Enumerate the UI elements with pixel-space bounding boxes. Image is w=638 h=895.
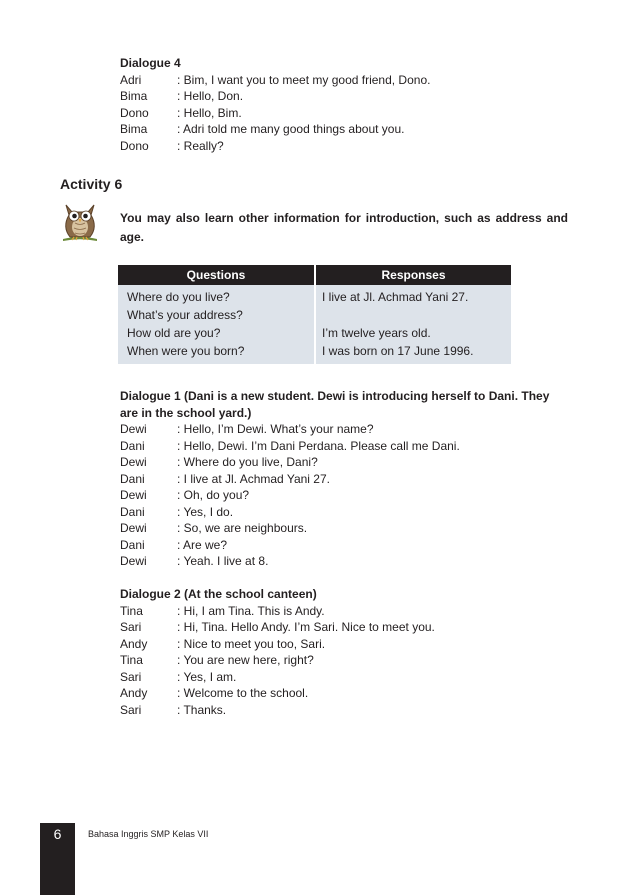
question-item: What’s your address?	[127, 308, 243, 322]
response-item: I live at Jl. Achmad Yani 27.	[322, 290, 469, 304]
speaker: Andy	[120, 686, 148, 700]
response-item: I’m twelve years old.	[322, 326, 431, 340]
dialogue-line	[120, 138, 570, 155]
dialogue-line	[120, 487, 570, 504]
question-item: When were you born?	[127, 344, 245, 358]
utterance: : I live at Jl. Achmad Yani 27.	[177, 471, 330, 486]
dialogue-2-title: Dialogue 2 (At the school canteen)	[120, 587, 317, 601]
utterance: : Welcome to the school.	[177, 686, 309, 700]
response-item: I was born on 17 June 1996.	[322, 344, 474, 358]
utterance: : Hello, I’m Dewi. What’s your name?	[177, 422, 374, 436]
dialogue-line	[120, 652, 570, 669]
dialogue-line	[120, 520, 570, 537]
dialogue-line	[120, 619, 570, 636]
speaker: Sari	[120, 702, 142, 717]
owl-icon	[60, 199, 100, 243]
question-item: How old are you?	[127, 326, 221, 340]
speaker: Dono	[120, 138, 149, 153]
questions-responses-table	[118, 265, 511, 364]
utterance: : Hi, Tina. Hello Andy. I’m Sari. Nice to meet you.	[177, 620, 435, 634]
dialogue-1-title: Dialogue 1 (Dani is a new student. Dewi is introducing herself to Dani. They are in the school yard.)	[120, 389, 550, 420]
dialogue-line	[120, 537, 570, 554]
dialogue-4-title: Dialogue 4	[120, 56, 181, 70]
speaker: Dono	[120, 105, 149, 120]
utterance: : So, we are neighbours.	[177, 521, 308, 535]
dialogue-line	[120, 105, 570, 122]
dialogue-line	[120, 685, 570, 702]
dialogue-line	[120, 471, 570, 488]
utterance: : Really?	[177, 138, 224, 153]
dialogue-line	[120, 669, 570, 686]
book-title: Bahasa Inggris SMP Kelas VII	[88, 829, 209, 839]
speaker: Adri	[120, 72, 142, 87]
utterance: : Thanks.	[177, 702, 227, 717]
speaker: Bima	[120, 122, 148, 136]
question-item: Where do you live?	[127, 290, 230, 304]
utterance: : Bim, I want you to meet my good friend, Dono.	[177, 72, 431, 87]
dialogue-line	[120, 121, 570, 138]
dialogue-line	[120, 603, 570, 620]
utterance: : Yes, I am.	[177, 669, 237, 684]
dialogue-4	[120, 55, 570, 154]
utterance: : Hello, Bim.	[177, 105, 242, 120]
speaker: Dani	[120, 504, 145, 519]
activity-title: Activity 6	[60, 176, 123, 192]
utterance: : Yeah. I live at 8.	[177, 554, 269, 568]
response-item	[322, 306, 511, 324]
speaker: Dewi	[120, 422, 147, 436]
dialogue-line	[120, 438, 570, 455]
utterance: : Oh, do you?	[177, 488, 250, 502]
utterance: : Are we?	[177, 537, 228, 552]
responses-cell	[315, 285, 511, 364]
questions-header: Questions	[118, 265, 315, 285]
speaker: Dewi	[120, 455, 147, 469]
speaker: Bima	[120, 89, 148, 103]
dialogue-line	[120, 72, 570, 89]
speaker: Dewi	[120, 554, 147, 568]
dialogue-line	[120, 636, 570, 653]
speaker: Tina	[120, 603, 143, 618]
speaker: Dani	[120, 537, 145, 552]
responses-header: Responses	[315, 265, 511, 285]
dialogue-line	[120, 421, 570, 438]
dialogue-line	[120, 454, 570, 471]
speaker: Dewi	[120, 488, 147, 502]
speaker: Sari	[120, 669, 142, 684]
dialogue-2	[120, 586, 570, 718]
utterance: : Yes, I do.	[177, 504, 234, 519]
dialogue-1	[120, 388, 570, 570]
table-row	[118, 285, 511, 364]
utterance: : Hello, Dewi. I’m Dani Perdana. Please call me Dani.	[177, 438, 460, 453]
dialogue-line	[120, 88, 570, 105]
dialogue-line	[120, 553, 570, 570]
speaker: Sari	[120, 620, 142, 634]
speaker: Andy	[120, 636, 148, 651]
utterance: : Where do you live, Dani?	[177, 455, 318, 469]
speaker: Dani	[120, 471, 145, 486]
dialogue-line	[120, 504, 570, 521]
speaker: Dani	[120, 438, 145, 453]
questions-cell	[118, 285, 315, 364]
activity-instruction: You may also learn other information for introduction, such as address and age.	[120, 211, 568, 244]
page-number: 6	[53, 826, 62, 842]
dialogue-line	[120, 702, 570, 719]
table-header-row	[118, 265, 511, 285]
speaker: Dewi	[120, 521, 147, 535]
utterance: : Nice to meet you too, Sari.	[177, 636, 326, 651]
utterance: : Hi, I am Tina. This is Andy.	[177, 603, 325, 618]
speaker: Tina	[120, 653, 143, 667]
utterance: : Adri told me many good things about you.	[177, 122, 405, 136]
utterance: : Hello, Don.	[177, 89, 244, 103]
utterance: : You are new here, right?	[177, 653, 314, 667]
